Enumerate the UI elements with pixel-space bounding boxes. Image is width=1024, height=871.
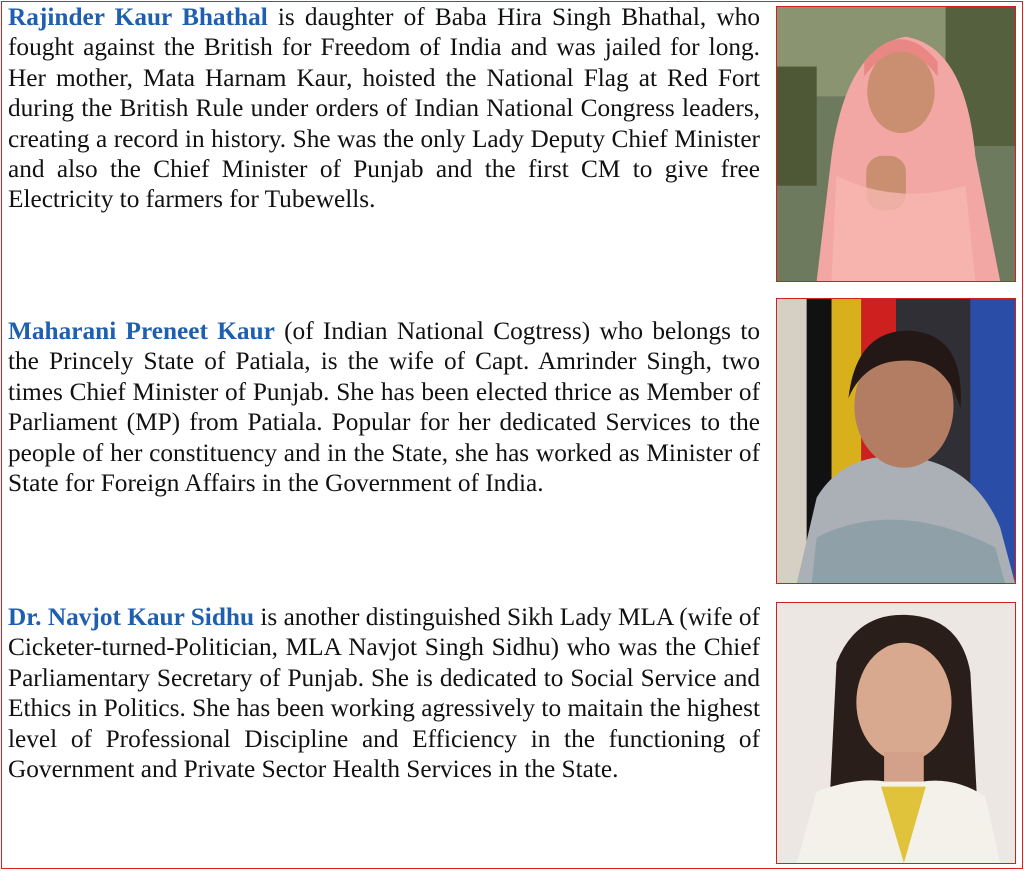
profile-name: Rajinder Kaur Bhathal [8,3,268,31]
profile-name: Dr. Navjot Kaur Sidhu [8,603,255,631]
profile-photo [776,6,1016,282]
document-page [1,1,1023,869]
profile-paragraph [8,316,760,498]
profile-photo [776,298,1016,584]
profile-description: is daughter of Baba Hira Singh Bhathal, who fought against the British for Freedom of India and was jailed for long. Her mother, Mata Harnam Kaur, hoisted the National Flag at Red Fort during the British Rule under orders of Indian National Congress leaders, creating a record in history. She was the only Lady Deputy Chief Minister and also the Chief Minister of Punjab and the first CM to give free Electricity to farmers for Tubewells. [8,3,760,214]
profile-paragraph [8,602,760,784]
profile-photo [776,602,1016,864]
profile-name: Maharani Preneet Kaur [8,317,275,345]
profile-description: (of Indian National Cogtress) who belongs to the Princely State of Patiala, is the wife of Capt. Amrinder Singh, two times Chief Minister of Punjab. She has been elected thrice as Member of Parliament (MP) from Patiala. Popular for her dedicated Services to the people of her constituency and in the State, she has worked as Minister of State for Foreign Affairs in the Government of India. [8,317,760,498]
profile-description: is another distinguished Sikh Lady MLA (wife of Cicketer-turned-Politician, MLA Navjot Singh Sidhu) who was the Chief Parliamentary Secretary of Punjab. She is dedicated to Social Service and Ethics in Politics. She has been working agressively to maitain the highest level of Professional Discipline and Efficiency in the functioning of Government and Private Sector Health Services in the State. [8,603,760,784]
profile-paragraph [8,2,760,215]
